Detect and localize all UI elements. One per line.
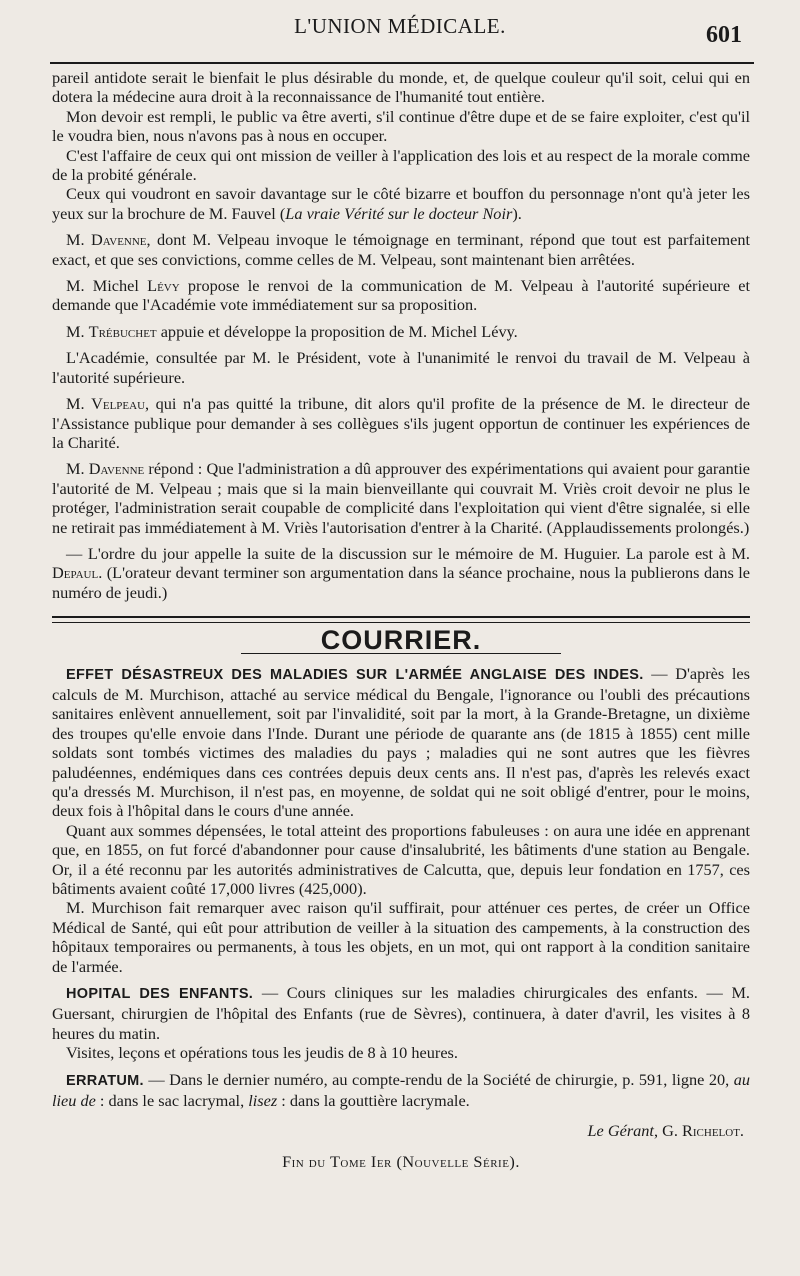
text-run: — L'ordre du jour appelle la suite de la discussion sur le mémoire de M. Huguier. La parole est à M. [66,543,750,563]
text-run: , dont M. Velpeau invoque le témoignage en terminant, répond que tout est parfaitement exact, et que ses convictions, comme celles de M. Velpeau, sont maintenant bien arrêtées. [52,230,750,269]
text-column [52,68,750,1171]
text-run: appuie et développe la proposition de M. Michel Lévy. [156,321,518,341]
text-run: M. [66,321,89,341]
paragraph [52,322,750,341]
text-run: M. [66,230,91,250]
text-run: M. [66,459,89,479]
italic-run: lisez [248,1091,278,1111]
text-run: M. [66,394,92,414]
paragraph [52,184,750,223]
end-note: Fin du Tome Ier (Nouvelle Série). [282,1151,520,1171]
page-number: 601 [706,22,742,48]
section-divider [52,616,750,623]
paragraph: L'Académie, consultée par M. le Président, vote à l'unanimité le renvoi du travail de M. Velpeau à l'autorité supérieure. [52,348,750,387]
text-run: , qui n'a pas quitté la tribune, dit alors qu'il profite de la présence de M. le directeur de l'Assistance publique pour demander à ses collègues s'ils jugent opportun de continuer les expériences de la Charité. [52,394,750,452]
text-run: — D'après les calculs de M. Murchison, attaché au service médical du Bengale, l'ignorance ou l'oubli des précautions sanitaires enlèvent annuellement, soit par l'invalidité, soit par la mort, à la Grande-Bretagne, un dixième des troupes qu'elle envoie dans l'Inde. Durant une période de quarante ans (de 1815 à 1855) cent mille soldats sont tombés victimes des maladies du pays ; maladies qui ne sont autres que les fièvres paludéennes, endémiques dans ces contrées depuis deux cents ans. Il n'est pas, d'après les relevés exact qu'a dressés M. Murchison, il n'est pas, en moyenne, de soldat qui ne soit obligé d'entrer, pour le moins, deux fois à l'hôpital dans le cours d'une année. [52,663,750,821]
text-run: Ceux qui voudront en savoir davantage sur le côté bizarre et bouffon du personnage n'ont qu'à jeter les yeux sur la brochure de M. Fauvel ( [52,184,750,223]
text-run: M. Michel [66,276,148,296]
news-headline: HOPITAL DES ENFANTS. [66,986,254,1003]
paragraph: C'est l'affaire de ceux qui ont mission de veiller à l'application des lois et au respect de la morale comme de la probité générale. [52,145,750,185]
signature-role: Le Gérant [587,1120,654,1140]
speaker-name: Davenne [88,459,145,479]
header-rule [50,62,754,64]
text-run: : dans la gouttière lacrymale. [277,1091,470,1111]
paragraph: Mon devoir est rempli, le public va être averti, s'il continue d'être dupe et de se faire exploiter, c'est qu'il le voudra bien, nous n'avons pas à nous en occuper. [52,106,750,146]
text-run: — Dans le dernier numéro, au compte-rendu de la Société de chirurgie, p. 591, ligne 20, [143,1069,734,1089]
news-headline: ERRATUM. [66,1072,144,1089]
brochure-title: La vraie Vérité sur le docteur Noir [285,203,513,223]
speaker-name: Trébuchet [88,321,157,341]
paragraph [52,394,750,452]
text-run: répond : Que l'administration a dû approuver des expérimentations qui avaient pour garantie l'autorité de M. Velpeau ; mais que si la main bienveillante qui couvrait M. Vriès croit devoir ne plus le protéger, l'administration serait coupable de complicité dans l'exploitation qui vient d'être signalée, si elle ne retirait pas immédiatement à M. Vriès l'autorisation d'entrer à la Charité. (Applaudissements prolongés.) [52,459,750,537]
paragraph [52,230,750,269]
news-item [52,983,750,1043]
paragraph [52,459,750,537]
speaker-name: Velpeau [91,394,146,414]
speaker-name: Depaul [52,563,99,583]
news-item [52,1070,750,1111]
paragraph [52,276,750,315]
paragraph: M. Murchison fait remarquer avec raison qu'il suffirait, pour atténuer ces pertes, de créer un Office Médical de Santé, qui eût pour attribution de veiller à la situation des campements, à la construction des hôpitaux temporaires ou permanents, à tous les objets, en un mot, qui ont rapport à la condition sanitaire de l'armée. [52,898,750,976]
text-run: . (L'orateur devant terminer son argumentation dans la séance prochaine, nous la publierons dans le numéro de jeudi.) [52,563,750,602]
signature-name: Richelot [682,1120,740,1140]
italic-run: au lieu de [52,1069,750,1111]
speaker-name: Lévy [147,276,180,296]
text-run: — Cours cliniques sur les maladies chirurgicales des enfants. — M. Guersant, chirurgien de l'hôpital des Enfants (rue de Sèvres), continuera, à dater d'avril, les visites à 8 heures du matin. [52,983,750,1043]
text-run: : dans le sac lacrymal, [95,1091,249,1111]
news-item [52,664,750,821]
text-run: , G. [653,1120,683,1140]
text-run: propose le renvoi de la communication de M. Velpeau à l'autorité supérieure et demande que l'Académie vote immédiatement sur sa proposition. [52,276,750,315]
text-run: ). [512,203,522,223]
speaker-name: Davenne [90,230,147,250]
paragraph [52,544,750,602]
running-header: L'UNION MÉDICALE. [294,14,506,38]
text-run: . [739,1120,744,1140]
paragraph: Visites, leçons et opérations tous les jeudis de 8 à 10 heures. [66,1043,458,1063]
paragraph: Quant aux sommes dépensées, le total atteint des proportions fabuleuses : on aura une idée en apprenant que, en 1855, on fut forcé d'abandonner pour cause d'insalubrité, les bâtiments d'une station au Bengale. Or, il a été reconnu par les autorités administratives de Calcutta, que, depuis leur fondation en 1757, ces bâtiments avaient coûté 17,000 livres (425,000). [52,820,750,899]
news-headline: EFFET DÉSASTREUX DES MALADIES SUR L'ARMÉE ANGLAISE DES INDES. [66,666,644,683]
section-title: COURRIER. [320,625,482,656]
paragraph: pareil antidote serait le bienfait le plus désirable du monde, et, de quelque couleur qu'il soit, celui qui en dotera la médecine aura droit à la reconnaissance de l'humanité tout entière. [52,68,750,107]
signature [52,1121,750,1140]
